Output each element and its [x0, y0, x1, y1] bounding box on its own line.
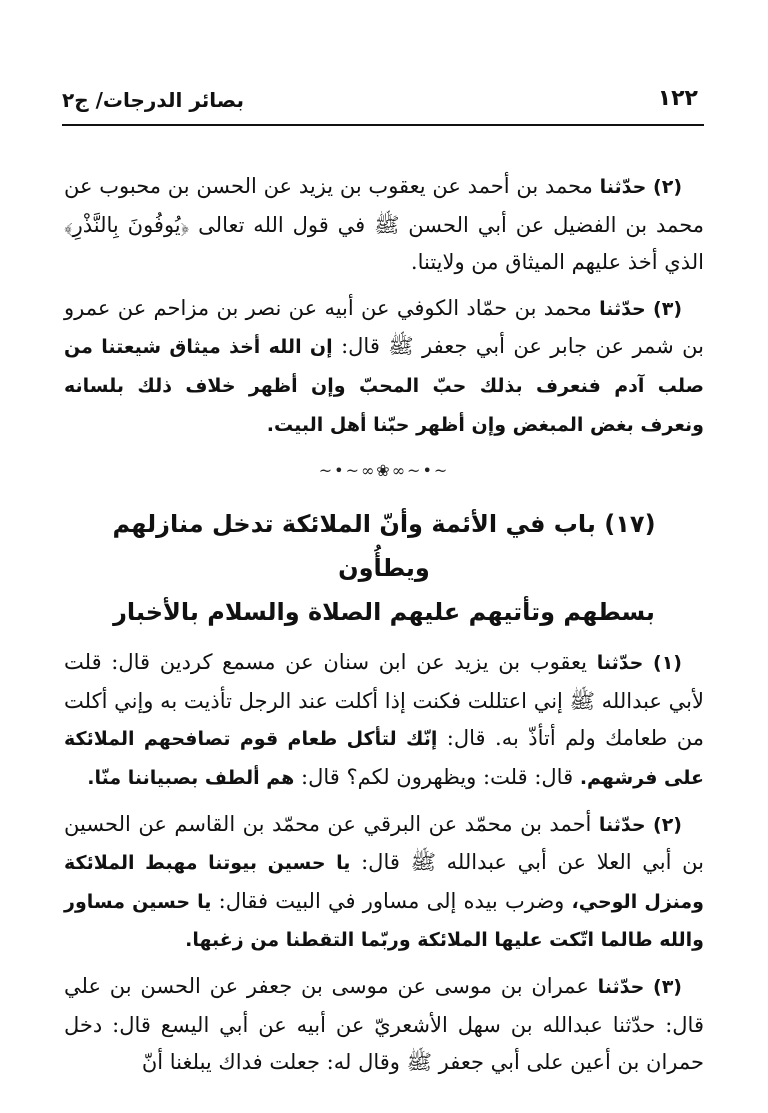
chapter-hadith-1 [64, 644, 704, 797]
hadith-intro: (٣) حدّثنا [597, 975, 682, 998]
running-title: بصائر الدرجات/ ج٢ [62, 88, 244, 112]
hadith-text: عمران بن موسى عن موسى بن جعفر عن الحسن بن علي قال: حدّثنا عبدالله بن سهل الأشعريّ عن أبيه عن أبي اليسع قال: دخل حمران بن أعين على أبي جعفر ﷺ وقال له: جعلت فداك يبلغنا أنّ [64, 973, 704, 1075]
chapter-heading-line-1: (١٧) باب في الأئمة وأنّ الملائكة تدخل منازلهم ويطأُون [112, 510, 656, 583]
page-number: ١٢٢ [657, 86, 698, 111]
hadith-text: أحمد بن محمّد عن البرقي عن محمّد بن القاسم عن الحسين بن أبي العلا عن أبي عبدالله ﷺ قال: [64, 811, 704, 875]
hadith-quote: إنّك لتأكل طعام قوم تصافحهم الملائكة على فرشهم. [64, 728, 704, 789]
hadith-text: يعقوب بن يزيد عن ابن سنان عن مسمع كردين قال: قلت لأبي عبدالله ﷺ إني اعتللت فكنت إذا أكلت عند الرجل تأذيت به وإني أكلت من طعامك ولم أتأذّ به. قال: [64, 650, 704, 751]
hadith-text: محمد بن أحمد عن يعقوب بن يزيد عن الحسن بن محبوب عن محمد بن الفضيل عن أبي الحسن ﷺ في قول الله تعالى ﴿يُوفُونَ بِالنَّذْرِ﴾ الذي أخذ عليهم الميثاق من ولايتنا. [64, 174, 704, 275]
chapter-hadith-3 [64, 968, 704, 1082]
chapter-heading-line-2: بسطهم وتأتيهم عليهم الصلاة والسلام بالأخبار [113, 598, 655, 627]
page-header [62, 84, 704, 126]
section-ornament: ~•~∞❀∞~•~ [318, 461, 450, 481]
hadith-intro: (٣) حدّثنا [599, 297, 682, 320]
chapter-hadith-2 [64, 806, 704, 960]
hadith-3 [64, 290, 704, 444]
hadith-2 [64, 168, 704, 282]
hadith-quote: يا حسين بيوتنا مهبط الملائكة ومنزل الوحي، [64, 852, 704, 913]
hadith-text: وضرب بيده إلى مساور في البيت فقال: [211, 888, 572, 913]
page-body [64, 168, 704, 1082]
hadith-intro: (٢) حدّثنا [599, 176, 682, 198]
hadith-text: محمد بن حمّاد الكوفي عن أبيه عن نصر بن مزاحم عن عمرو بن شمر عن جابر عن أبي جعفر ﷺ قال: [64, 295, 705, 359]
hadith-quote: هم ألطف بصبياننا منّا. [87, 766, 295, 789]
hadith-text: قال: قلت: ويظهرون لكم؟ قال: [294, 764, 580, 789]
hadith-quote: يا حسين مساور والله طالما اتّكت عليها الملائكة وربّما التقطنا من زغبها. [64, 890, 704, 952]
hadith-intro: (٢) حدّثنا [598, 813, 682, 836]
chapter-heading [64, 502, 704, 634]
hadith-intro: (١) حدّثنا [596, 652, 682, 675]
hadith-quote: إن الله أخذ ميثاق شيعتنا من صلب آدم فنعرف بذلك حبّ المحبّ وإن أظهر خلاف ذلك بلسانه ونعرف بغض المبغض وإن أظهر حبّنا أهل البيت. [64, 336, 704, 436]
